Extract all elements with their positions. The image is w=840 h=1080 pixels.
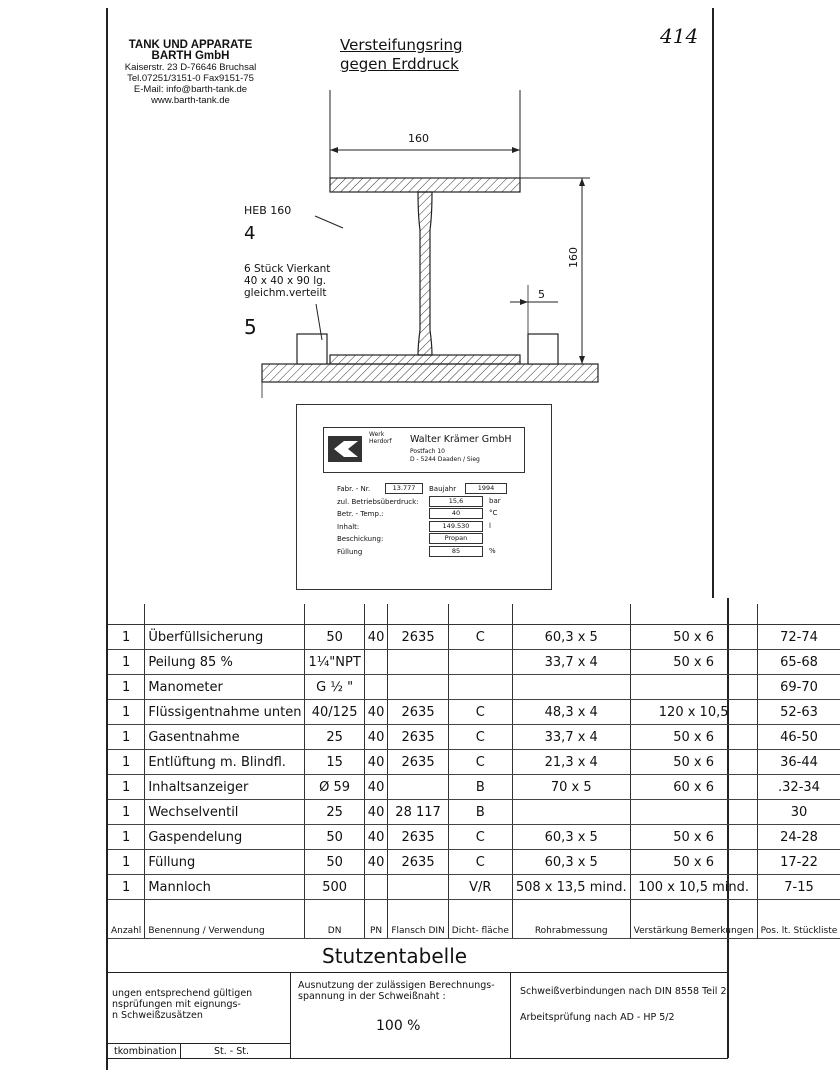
plate-value: 149.530	[429, 521, 483, 532]
footer-combo-label: tkombination	[114, 1046, 177, 1057]
cell-reinf: 60 x 6	[630, 775, 757, 800]
cell-qty: 1	[108, 700, 145, 725]
cell-name: Entlüftung m. Blindfl.	[145, 750, 305, 775]
title-line-2: gegen Erddruck	[340, 55, 459, 73]
plate-header	[323, 427, 525, 473]
cell-pos: 30	[757, 800, 840, 825]
cell-qty: 1	[108, 750, 145, 775]
plate-unit: l	[489, 521, 491, 530]
plate-werk-label: Werk	[369, 431, 385, 438]
maker-logo	[328, 436, 362, 462]
frame-right-line	[712, 8, 714, 598]
footer-combo-line	[106, 1043, 290, 1044]
cell-pos: 72-74	[757, 625, 840, 650]
table-row	[108, 625, 840, 650]
cell-qty: 1	[108, 625, 145, 650]
footer-mid-line-1: Ausnutzung der zulässigen Berechnungs-	[298, 980, 495, 991]
cell-pn: 40	[364, 850, 388, 875]
plate-label: Füllung	[337, 547, 363, 556]
drawing-title	[340, 36, 463, 74]
cell-qty: 1	[108, 825, 145, 850]
cell-flange: 2635	[388, 825, 448, 850]
cell-pos: .32-34	[757, 775, 840, 800]
plate-value: Propan	[429, 533, 483, 544]
header-name: Benennung / Verwendung	[145, 900, 305, 939]
cell-reinf: 50 x 6	[630, 750, 757, 775]
cell-pos: 69-70	[757, 675, 840, 700]
cell-reinf: 100 x 10,5 mind.	[630, 875, 757, 900]
cell-dn: 50	[305, 825, 364, 850]
cell-reinf: 120 x 10,5	[630, 700, 757, 725]
footer-left-line-3: n Schweißzusätzen	[112, 1010, 203, 1021]
cell-flange	[388, 875, 448, 900]
cell-dn: 50	[305, 625, 364, 650]
cell-face: C	[448, 750, 512, 775]
cell-dn: 25	[305, 800, 364, 825]
block-number: 5	[244, 315, 257, 339]
cell-flange	[388, 775, 448, 800]
cell-pipe: 60,3 x 5	[512, 850, 630, 875]
cell-flange: 2635	[388, 725, 448, 750]
cell-face: C	[448, 825, 512, 850]
cell-qty: 1	[108, 775, 145, 800]
cell-face	[448, 650, 512, 675]
title-line-1: Versteifungsring	[340, 36, 463, 54]
footer-mid-value: 100 %	[376, 1018, 421, 1034]
plate-unit: °C	[489, 509, 498, 517]
table-row	[108, 675, 840, 700]
header-pos: Pos. lt. Stückliste	[757, 900, 840, 939]
footer-divider-2	[510, 972, 511, 1058]
plate-label: Betr. - Temp.:	[337, 510, 384, 518]
table-row	[108, 650, 840, 675]
cell-name: Füllung	[145, 850, 305, 875]
dim-gap-label: 5	[538, 288, 545, 301]
cell-face: B	[448, 775, 512, 800]
plate-label: Beschickung:	[337, 535, 384, 543]
footer-left-line-1: ungen entsprechend gültigen	[112, 988, 253, 999]
cell-face: B	[448, 800, 512, 825]
header-flange: Flansch DIN	[388, 900, 448, 939]
dim-width-label: 160	[408, 132, 429, 145]
cell-face: C	[448, 625, 512, 650]
cell-name: Überfüllsicherung	[145, 625, 305, 650]
plate-value: 40	[429, 508, 483, 519]
footer-combo-value: St. - St.	[214, 1046, 250, 1057]
cell-pn: 40	[364, 700, 388, 725]
cell-flange: 28 117	[388, 800, 448, 825]
header-pipe: Rohrabmessung	[512, 900, 630, 939]
cell-pn	[364, 875, 388, 900]
cell-pn	[364, 650, 388, 675]
cell-qty: 1	[108, 875, 145, 900]
cell-pn: 40	[364, 725, 388, 750]
table-row	[108, 825, 840, 850]
cell-name: Flüssigentnahme unten	[145, 700, 305, 725]
footer-bottom-line	[106, 1058, 728, 1059]
cell-flange: 2635	[388, 850, 448, 875]
cell-pos: 7-15	[757, 875, 840, 900]
cell-flange: 2635	[388, 700, 448, 725]
cell-reinf: 50 x 6	[630, 625, 757, 650]
cell-qty: 1	[108, 725, 145, 750]
plate-unit: %	[489, 546, 496, 555]
cell-name: Inhaltsanzeiger	[145, 775, 305, 800]
table-row	[108, 725, 840, 750]
footer-left-note	[112, 988, 252, 1021]
nozzle-table	[108, 604, 840, 939]
footer-right-line-2: Arbeitsprüfung nach AD - HP 5/2	[520, 1012, 675, 1023]
beam-label: HEB 160	[244, 204, 292, 217]
cell-flange	[388, 650, 448, 675]
block-note-line-3: gleichm.verteilt	[244, 287, 327, 299]
company-address: Kaiserstr. 23 D-76646 Bruchsal	[124, 62, 257, 73]
plate-label: Baujahr	[429, 485, 457, 493]
plate-value: 85	[429, 546, 483, 557]
table-title: Stutzentabelle	[322, 944, 468, 968]
cell-pos: 24-28	[757, 825, 840, 850]
cell-pos: 46-50	[757, 725, 840, 750]
cell-name: Gasentnahme	[145, 725, 305, 750]
plate-unit: bar	[489, 496, 501, 505]
cell-dn: 15	[305, 750, 364, 775]
cell-dn: G ½ "	[305, 675, 364, 700]
cell-face: V/R	[448, 875, 512, 900]
cell-reinf: 50 x 6	[630, 850, 757, 875]
cell-pipe: 48,3 x 4	[512, 700, 630, 725]
cell-reinf	[630, 675, 757, 700]
cell-pn: 40	[364, 750, 388, 775]
plate-city: D - 5244 Daaden / Sieg	[410, 456, 480, 463]
table-top-row	[108, 604, 840, 625]
cell-pn	[364, 675, 388, 700]
plate-label: zul. Betriebsüberdruck:	[337, 497, 419, 506]
block-note-line-1: 6 Stück Vierkant	[244, 263, 331, 275]
cell-pipe: 33,7 x 4	[512, 725, 630, 750]
block-note	[244, 263, 330, 299]
cell-pipe: 60,3 x 5	[512, 625, 630, 650]
cell-qty: 1	[108, 800, 145, 825]
cell-flange: 2635	[388, 625, 448, 650]
cell-reinf: 50 x 6	[630, 825, 757, 850]
page-number: 414	[660, 24, 699, 48]
header-face: Dicht- fläche	[448, 900, 512, 939]
cell-dn: Ø 59	[305, 775, 364, 800]
footer-combo-divider	[180, 1043, 181, 1058]
cell-flange	[388, 675, 448, 700]
cell-name: Gaspendelung	[145, 825, 305, 850]
cell-flange: 2635	[388, 750, 448, 775]
cell-qty: 1	[108, 675, 145, 700]
footer-mid-note	[298, 980, 495, 1002]
cell-name: Peilung 85 %	[145, 650, 305, 675]
cell-pn: 40	[364, 825, 388, 850]
footer-mid-line-2: spannung in der Schweißnaht :	[298, 991, 446, 1002]
cell-pos: 17-22	[757, 850, 840, 875]
plate-postfach: Postfach 10	[410, 448, 445, 455]
cell-face: C	[448, 725, 512, 750]
cell-dn: 25	[305, 725, 364, 750]
table-row	[108, 775, 840, 800]
cell-face: C	[448, 700, 512, 725]
header-qty: Anzahl	[108, 900, 145, 939]
table-row	[108, 850, 840, 875]
footer-top-line	[106, 972, 728, 973]
cell-reinf	[630, 800, 757, 825]
block-note-line-2: 40 x 40 x 90 lg.	[244, 275, 327, 287]
company-email: E-Mail: info@barth-tank.de	[133, 84, 248, 95]
cell-dn: 500	[305, 875, 364, 900]
cell-pipe	[512, 675, 630, 700]
table-header-row	[108, 900, 840, 939]
cell-pos: 52-63	[757, 700, 840, 725]
footer-left-line-2: nsprüfungen mit eignungs-	[112, 999, 241, 1010]
cell-pos: 36-44	[757, 750, 840, 775]
plate-herdorf-label: Herdorf	[369, 438, 392, 445]
cell-pn: 40	[364, 625, 388, 650]
table-row	[108, 800, 840, 825]
plate-value: 1994	[465, 483, 507, 494]
header-dn: DN	[305, 900, 364, 939]
company-phone: Tel.07251/3151-0 Fax9151-75	[127, 73, 254, 84]
cell-reinf: 50 x 6	[630, 650, 757, 675]
cell-dn: 50	[305, 850, 364, 875]
plate-label: Fabr. - Nr.	[337, 485, 371, 493]
footer-divider-1	[290, 972, 291, 1058]
cell-name: Manometer	[145, 675, 305, 700]
footer-right-line-1: Schweißverbindungen nach DIN 8558 Teil 2	[520, 986, 727, 997]
cell-name: Mannloch	[145, 875, 305, 900]
cell-pn: 40	[364, 800, 388, 825]
cell-pipe: 33,7 x 4	[512, 650, 630, 675]
cell-face: C	[448, 850, 512, 875]
cell-pipe: 508 x 13,5 mind.	[512, 875, 630, 900]
plate-address	[410, 448, 480, 464]
header-reinf: Verstärkung Bemerkungen	[630, 900, 757, 939]
cell-pipe	[512, 800, 630, 825]
cell-reinf: 50 x 6	[630, 725, 757, 750]
table-row	[108, 700, 840, 725]
company-name-2: BARTH GmbH	[151, 50, 230, 62]
company-web: www.barth-tank.de	[151, 95, 230, 106]
plate-value: 13.777	[385, 483, 423, 494]
cell-face	[448, 675, 512, 700]
cell-qty: 1	[108, 650, 145, 675]
name-plate	[296, 404, 552, 590]
beam-cross-section-drawing	[240, 80, 610, 400]
cell-pipe: 60,3 x 5	[512, 825, 630, 850]
cell-dn: 1¼"NPT	[305, 650, 364, 675]
table-row	[108, 750, 840, 775]
plate-value: 15,6	[429, 496, 483, 507]
beam-number: 4	[244, 223, 256, 244]
header-pn: PN	[364, 900, 388, 939]
dim-height-label: 160	[567, 247, 580, 268]
table-row	[108, 875, 840, 900]
company-name: TANK UND APPARATE	[128, 39, 253, 51]
cell-pipe: 70 x 5	[512, 775, 630, 800]
plate-werk	[369, 431, 392, 445]
cell-pipe: 21,3 x 4	[512, 750, 630, 775]
cell-name: Wechselventil	[145, 800, 305, 825]
cell-qty: 1	[108, 850, 145, 875]
plate-label: Inhalt:	[337, 522, 360, 531]
cell-pn: 40	[364, 775, 388, 800]
plate-maker: Walter Krämer GmbH	[410, 434, 512, 445]
cell-pos: 65-68	[757, 650, 840, 675]
cell-dn: 40/125	[305, 700, 364, 725]
